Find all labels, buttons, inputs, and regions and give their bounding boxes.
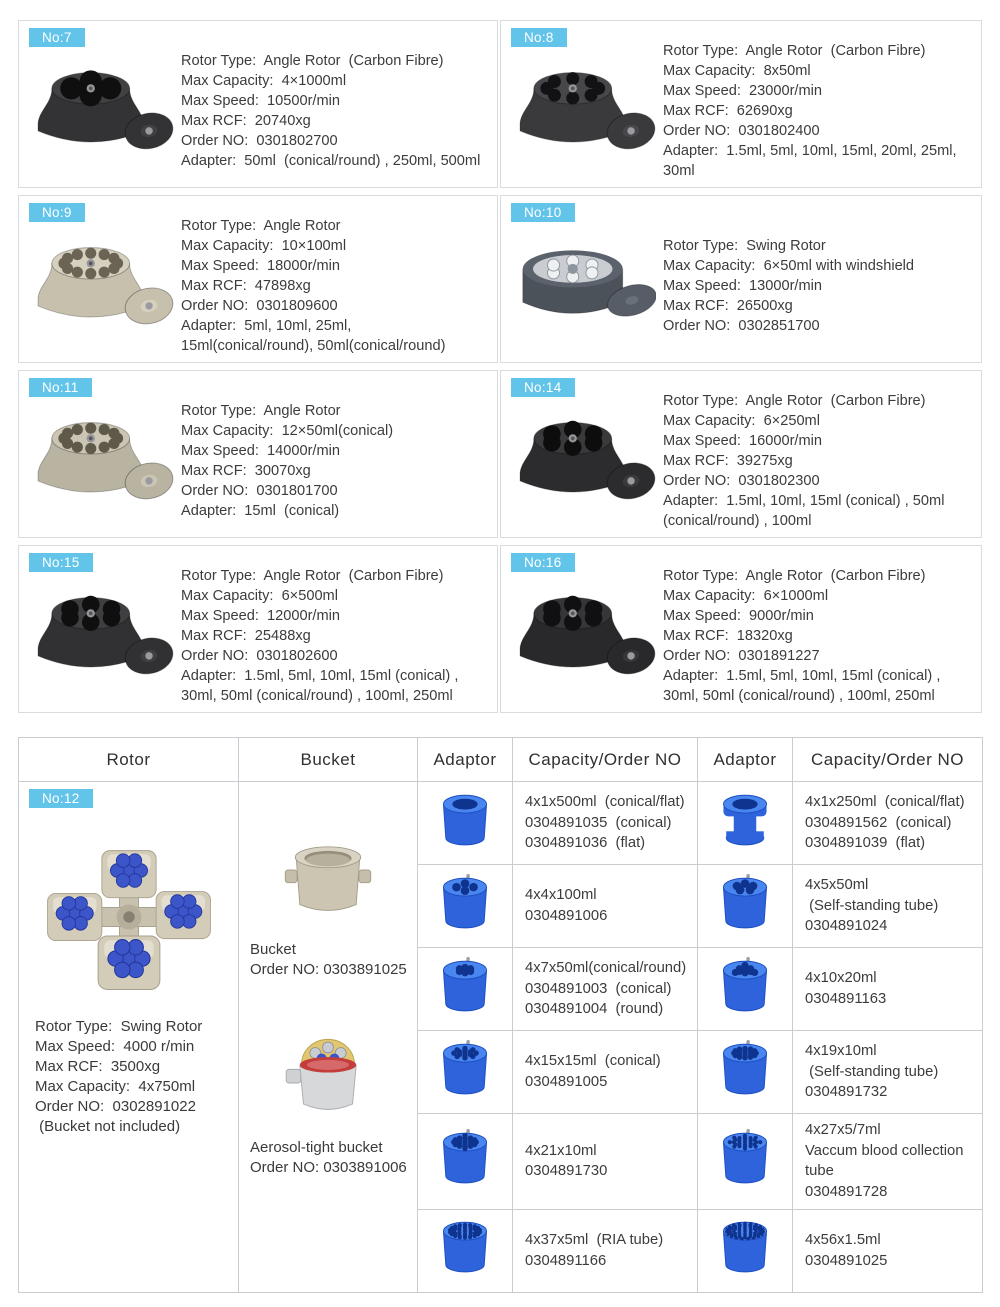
capacity-order-cell: [793, 1114, 983, 1210]
spec-line: Max Capacity: 12×50ml(conical): [181, 423, 394, 440]
capacity-order-line: 4x15x15ml (conical): [525, 1053, 661, 1070]
spec-line: Max Capacity: 4×1000ml: [181, 73, 347, 90]
capacity-order-cell: [793, 948, 983, 1031]
adaptor-icon: [432, 1176, 498, 1193]
capacity-order-cell: [513, 865, 698, 948]
capacity-order-line: 4x10x20ml: [805, 970, 877, 987]
rotor-number-badge: No:12: [29, 789, 93, 808]
rotor-card: [18, 20, 498, 188]
spec-line: Max Capacity: 6×1000ml: [663, 588, 829, 605]
spec-line: Adapter: 1.5ml, 5ml, 10ml, 15ml (conical) , 30ml, 50ml (conical/round) , 100ml, 250ml: [181, 667, 463, 704]
rotor-cards-grid: [18, 20, 982, 713]
spec-line: Order NO: 0301809600: [181, 298, 338, 314]
rotor-image: [25, 572, 175, 688]
spec-line: Max Speed: 12000r/min: [181, 608, 340, 625]
capacity-order-cell: [513, 1114, 698, 1210]
rotor-card: [500, 20, 982, 188]
adaptor-icon-cell: [698, 1114, 793, 1210]
spec-line: Rotor Type: Swing Rotor: [35, 1018, 203, 1035]
adaptor-icon: [432, 1265, 498, 1282]
spec-line: Order NO: 0301802400: [663, 123, 820, 139]
spec-line: Max Capacity: 10×100ml: [181, 238, 347, 255]
spec-line: Rotor Type: Angle Rotor (Carbon Fibre): [181, 568, 444, 585]
capacity-order-line: 0304891728: [805, 1184, 888, 1201]
rotor-image: [507, 47, 657, 163]
rotor-number-badge: No:15: [29, 553, 93, 572]
capacity-order-line: 0304891730: [525, 1163, 608, 1180]
rotor-image: [507, 572, 657, 688]
capacity-order-line: 4x21x10ml: [525, 1142, 597, 1159]
capacity-order-line: Vaccum blood collection tube: [805, 1142, 968, 1180]
rotor-number-badge: No:7: [29, 28, 85, 47]
bucket-label: Aerosol-tight bucket: [250, 1138, 383, 1156]
adaptor-icon-cell: [698, 1031, 793, 1114]
rotor-number-badge: No:14: [511, 378, 575, 397]
adaptor-icon: [712, 1176, 778, 1193]
spec-line: Max Capacity: 6×50ml with windshield: [663, 258, 915, 275]
spec-line: Max Speed: 4000 r/min: [35, 1037, 195, 1055]
spec-line: Max RCF: 26500xg: [663, 297, 793, 314]
rotor-number-badge: No:8: [511, 28, 567, 47]
rotor-card: [500, 545, 982, 713]
rotor-accessory-table-wrap: [18, 737, 982, 1293]
bucket-cell: [239, 782, 418, 1293]
capacity-order-line: 4x7x50ml(conical/round): [525, 959, 687, 976]
spec-line: Order NO: 0302891022: [35, 1097, 196, 1115]
capacity-order-cell: [513, 1031, 698, 1114]
bucket-label: Bucket: [250, 941, 296, 958]
rotor-card: [18, 195, 498, 363]
capacity-order-cell: [513, 1209, 698, 1292]
capacity-order-line: (Self-standing tube): [805, 1063, 939, 1080]
rotor-specs: [657, 378, 975, 532]
spec-line: Max Speed: 9000r/min: [663, 608, 814, 625]
adaptor-icon: [432, 838, 498, 855]
capacity-order-line: 4x19x10ml: [805, 1042, 877, 1059]
rotor-specs: [175, 38, 491, 172]
aerosol-bucket-icon: [278, 1106, 378, 1123]
capacity-order-line: 0304891005: [525, 1074, 608, 1090]
rotor-specs: [657, 28, 975, 182]
rotor-number-badge: No:10: [511, 203, 575, 222]
adaptor-icon-cell: [418, 1031, 513, 1114]
spec-line: Max Speed: 10500r/min: [181, 93, 340, 110]
bucket-icon: [278, 908, 378, 925]
spec-line: (Bucket not included): [35, 1117, 181, 1135]
spec-line: Order NO: 0301802700: [181, 132, 338, 149]
adaptor-icon: [432, 1004, 498, 1021]
rotor-number-badge: No:11: [29, 378, 92, 397]
table-row: [19, 782, 983, 865]
adaptor-icon-cell: [418, 948, 513, 1031]
capacity-order-line: (Self-standing tube): [805, 897, 939, 914]
spec-line: Adapter: 5ml, 10ml, 25ml, 15ml(conical/round), 50ml(conical/round): [181, 317, 446, 354]
spec-line: Order NO: 0302851700: [663, 317, 820, 334]
rotor-specs: [657, 223, 975, 337]
table-header: Capacity/Order NO: [793, 738, 983, 782]
spec-line: Max Speed: 16000r/min: [663, 433, 822, 450]
adaptor-icon-cell: [698, 948, 793, 1031]
capacity-order-cell: [513, 948, 698, 1031]
rotor-specs: [175, 388, 491, 522]
rotor-specs: [175, 203, 491, 357]
capacity-order-cell: [793, 1209, 983, 1292]
adaptor-icon: [432, 921, 498, 938]
spec-line: Max Capacity: 8x50ml: [663, 63, 811, 80]
bucket-order: Order NO: 0303891006: [250, 1158, 407, 1176]
rotor-image: [25, 222, 175, 338]
rotor-specs: [20, 1017, 237, 1137]
adaptor-icon: [712, 838, 778, 855]
rotor-card: [18, 370, 498, 538]
capacity-order-line: 4x37x5ml (RIA tube): [525, 1232, 664, 1249]
table-header: Adaptor: [698, 738, 793, 782]
adaptor-icon-cell: [698, 782, 793, 865]
capacity-order-line: 0304891003 (conical): [525, 980, 672, 997]
adaptor-icon-cell: [698, 865, 793, 948]
spec-line: Rotor Type: Angle Rotor: [181, 218, 341, 235]
capacity-order-line: 0304891025: [805, 1252, 888, 1269]
rotor-number-badge: No:9: [29, 203, 85, 222]
spec-line: Adapter: 15ml (conical): [181, 502, 340, 519]
rotor-cell: [19, 782, 239, 1293]
spec-line: Order NO: 0301802600: [181, 648, 338, 664]
spec-line: Rotor Type: Angle Rotor (Carbon Fibre): [181, 53, 444, 70]
spec-line: Max RCF: 18320xg: [663, 628, 793, 645]
adaptor-icon-cell: [418, 782, 513, 865]
rotor-card: [18, 545, 498, 713]
capacity-order-line: 0304891004 (round): [525, 1001, 664, 1018]
spec-line: Rotor Type: Angle Rotor (Carbon Fibre): [663, 393, 926, 410]
capacity-order-line: 4x27x5/7ml: [805, 1122, 881, 1138]
adaptor-icon: [712, 1004, 778, 1021]
spec-line: Order NO: 0301802300: [663, 473, 820, 489]
capacity-order-line: 0304891732: [805, 1084, 888, 1101]
spec-line: Rotor Type: Angle Rotor (Carbon Fibre): [663, 43, 926, 60]
spec-line: Max RCF: 39275xg: [663, 453, 793, 470]
spec-line: Max RCF: 30070xg: [181, 463, 311, 479]
rotor-card: [500, 370, 982, 538]
spec-line: Adapter: 50ml (conical/round) , 250ml, 500ml: [181, 152, 481, 169]
spec-line: Adapter: 1.5ml, 10ml, 15ml (conical) , 50ml (conical/round) , 100ml: [663, 492, 949, 529]
capacity-order-line: 4x4x100ml: [525, 887, 597, 904]
bucket-group: [240, 1027, 416, 1179]
rotor-accessory-table: [18, 737, 983, 1293]
bucket-order: Order NO: 0303891025: [250, 961, 407, 979]
rotor-specs: [657, 553, 975, 707]
capacity-order-line: 4x1x250ml (conical/flat): [805, 793, 965, 810]
spec-line: Max Speed: 14000r/min: [181, 443, 340, 460]
capacity-order-line: 0304891035 (conical): [525, 814, 672, 831]
capacity-order-line: 0304891562 (conical): [805, 814, 952, 831]
capacity-order-line: 0304891036 (flat): [525, 835, 646, 852]
adaptor-icon-cell: [418, 1114, 513, 1210]
table-header: Bucket: [239, 738, 418, 782]
spec-line: Max RCF: 62690xg: [663, 103, 793, 120]
rotor-specs: [175, 553, 491, 707]
capacity-order-line: 0304891166: [525, 1252, 607, 1269]
capacity-order-cell: [793, 782, 983, 865]
rotor-number-badge: No:16: [511, 553, 575, 572]
capacity-order-line: 0304891163: [805, 991, 887, 1007]
capacity-order-cell: [513, 782, 698, 865]
adaptor-icon-cell: [418, 865, 513, 948]
capacity-order-line: 0304891024: [805, 918, 888, 935]
adaptor-icon-cell: [418, 1209, 513, 1292]
bucket-group: [240, 839, 416, 981]
spec-line: Max RCF: 20740xg: [181, 113, 311, 129]
capacity-order-line: 4x5x50ml: [805, 876, 869, 893]
table-header: Adaptor: [418, 738, 513, 782]
capacity-order-line: 0304891039 (flat): [805, 835, 926, 852]
spec-line: Max Speed: 13000r/min: [663, 278, 822, 294]
capacity-order-cell: [793, 1031, 983, 1114]
table-header: Capacity/Order NO: [513, 738, 698, 782]
adaptor-icon-cell: [698, 1209, 793, 1292]
adaptor-icon: [712, 1265, 778, 1282]
spec-line: Max RCF: 25488xg: [181, 628, 311, 645]
spec-line: Max RCF: 3500xg: [35, 1057, 161, 1075]
capacity-order-line: 4x56x1.5ml: [805, 1232, 881, 1249]
spec-line: Order NO: 0301891227: [663, 648, 820, 664]
adaptor-icon: [712, 921, 778, 938]
spec-line: Max Capacity: 6×500ml: [181, 588, 338, 605]
spec-line: Max Speed: 23000r/min: [663, 83, 822, 100]
adaptor-icon: [712, 1087, 778, 1104]
capacity-order-line: 4x1x500ml (conical/flat): [525, 793, 685, 810]
adaptor-icon: [432, 1087, 498, 1104]
rotor-card: [500, 195, 982, 363]
spec-line: Max Speed: 18000r/min: [181, 258, 340, 275]
rotor-image: [25, 47, 175, 163]
capacity-order-line: 0304891006: [525, 908, 608, 924]
rotor-image: [25, 397, 175, 513]
table-header: Rotor: [19, 738, 239, 782]
spec-line: Max Capacity: 6×250ml: [663, 413, 820, 430]
spec-line: Rotor Type: Swing Rotor: [663, 238, 826, 255]
spec-line: Rotor Type: Angle Rotor: [181, 403, 341, 420]
rotor-image: [507, 397, 657, 513]
spec-line: Adapter: 1.5ml, 5ml, 10ml, 15ml (conical) , 30ml, 50ml (conical/round) , 100ml, 250ml: [663, 667, 945, 704]
spec-line: Max RCF: 47898xg: [181, 278, 311, 295]
spec-line: Rotor Type: Angle Rotor (Carbon Fibre): [663, 568, 926, 585]
spec-line: Max Capacity: 4x750ml: [35, 1077, 196, 1095]
spec-line: Adapter: 1.5ml, 5ml, 10ml, 15ml, 20ml, 25ml, 30ml: [663, 142, 961, 179]
capacity-order-cell: [793, 865, 983, 948]
rotor-image: [507, 222, 657, 338]
spec-line: Order NO: 0301801700: [181, 482, 338, 499]
